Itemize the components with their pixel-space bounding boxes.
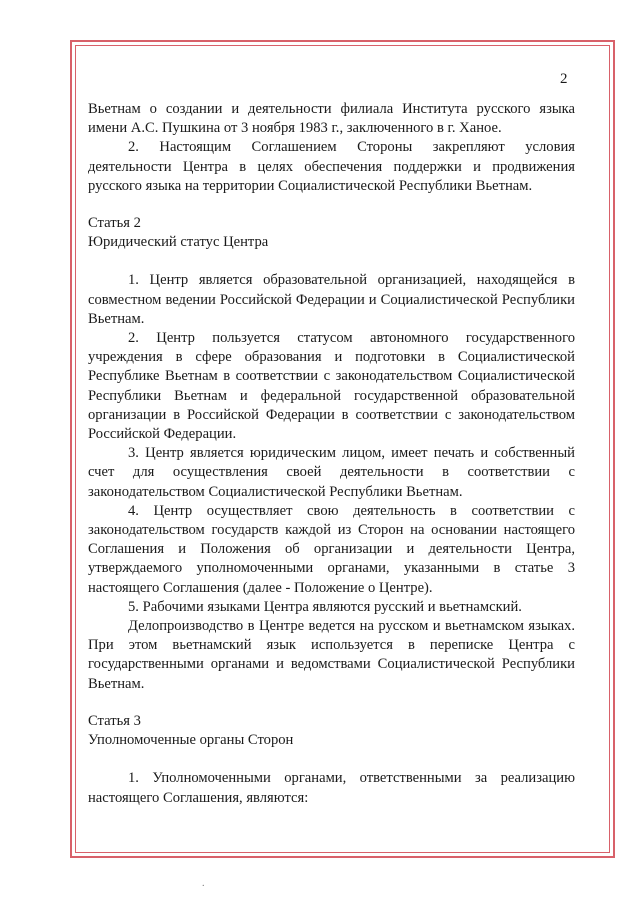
article-2-number: Статья 2 <box>88 215 141 232</box>
article-2-title: Юридический статус Центра <box>88 234 269 251</box>
article-2-paragraph: 2. Центр пользуется статусом автономного государственного учреждения в сфере образования и подготовки в Социалистической Республике Вьетнам в соответствии с законодательством Социалистической Республики Вьетнам и федеральной государственной образовательной организации в Российской Федерации в соответствии с законодательством Российской Федерации. <box>88 330 575 443</box>
page-number: 2 <box>560 71 568 87</box>
article-3-paragraph: 1. Уполномоченными органами, ответственными за реализацию настоящего Соглашения, являются: <box>88 770 575 806</box>
article-2-paragraph: 4. Центр осуществляет свою деятельность в соответствии с законодательством государств каждой из Сторон на основании настоящего Соглашения и Положения об организации и деятельности Центра, утверждаемого уполномоченными органами, указанными в статье 3 настоящего Соглашения (далее - Положение о Центре). <box>88 502 575 596</box>
article-2-paragraph: 5. Рабочими языками Центра являются русский и вьетнамский. <box>128 598 522 615</box>
footer-mark: . <box>202 878 205 889</box>
intro-continuation: Вьетнам о создании и деятельности филиала Института русского языка имени А.С. Пушкина от 3 ноября 1983 г., заключенного в г. Ханое. <box>88 101 575 137</box>
article-2-paragraph: Делопроизводство в Центре ведется на русском и вьетнамском языках. При этом вьетнамский язык используется в переписке Центра с государственными органами и ведомствами Социалистической Республики Вьетнам. <box>88 618 575 692</box>
article-2-paragraph: 3. Центр является юридическим лицом, имеет печать и собственный счет для осуществления своей деятельности в соответствии с законодательством Социалистической Республики Вьетнам. <box>88 445 575 500</box>
article-2-paragraph: 1. Центр является образовательной организацией, находящейся в совместном ведении Российской Федерации и Социалистической Республики Вьетнам. <box>88 272 575 327</box>
intro-paragraph-2: 2. Настоящим Соглашением Стороны закрепляют условия деятельности Центра в целях обеспечения поддержки и продвижения русского языка на территории Социалистической Республики Вьетнам. <box>88 139 575 194</box>
article-3-number: Статья 3 <box>88 712 141 729</box>
article-3-title: Уполномоченные органы Сторон <box>88 732 294 749</box>
document-body <box>88 100 575 808</box>
